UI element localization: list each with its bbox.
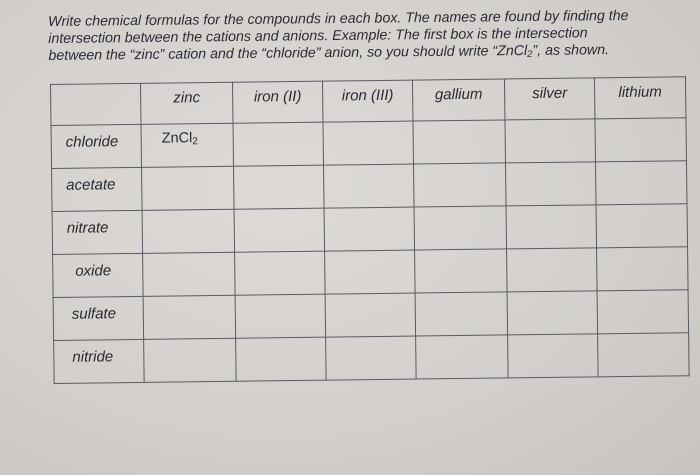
formula-cell[interactable] (507, 248, 598, 292)
formula-cell[interactable] (142, 166, 235, 210)
anion-label: acetate (66, 176, 116, 194)
anion-row-nitrate (52, 204, 687, 255)
corner-cell (51, 83, 141, 125)
cation-header-zinc (140, 82, 232, 124)
cation-label: iron (II) (253, 87, 302, 106)
formula-cell[interactable] (507, 291, 598, 335)
example-formula (142, 124, 233, 148)
formula-cell[interactable] (505, 162, 596, 206)
formula-cell[interactable] (413, 120, 506, 164)
formula-subscript: 2 (192, 136, 198, 148)
cation-header-silver (504, 78, 594, 120)
formula-cell[interactable] (415, 292, 508, 336)
anion-header-cell (53, 296, 144, 340)
formula-cell[interactable] (598, 333, 690, 377)
formula-cell[interactable] (595, 118, 687, 162)
anion-row-nitride (54, 333, 689, 384)
formula-cell[interactable] (325, 293, 416, 337)
anion-header-cell (52, 210, 143, 254)
formula-cell[interactable] (236, 337, 327, 381)
formula-cell[interactable] (415, 249, 508, 293)
anion-row-sulfate (53, 290, 688, 341)
anion-row-acetate (52, 161, 687, 212)
formula-base: ZnCl (161, 130, 193, 147)
cation-label: zinc (173, 89, 201, 107)
formula-cell[interactable] (325, 250, 416, 294)
instructions (48, 7, 678, 65)
formula-cell[interactable] (234, 208, 325, 252)
cation-anion-table (50, 76, 690, 384)
cation-label: gallium (434, 85, 483, 104)
cation-label: iron (III) (341, 86, 394, 105)
formula-cell[interactable] (144, 338, 237, 382)
anion-label: chloride (65, 133, 119, 151)
formula-cell[interactable] (597, 247, 689, 291)
formula-cell[interactable] (596, 204, 688, 248)
formula-cell[interactable] (143, 252, 236, 296)
formula-cell[interactable] (506, 205, 597, 249)
anion-header-cell (53, 253, 144, 297)
cation-header-iron-ii (232, 81, 322, 123)
cation-label: lithium (618, 83, 662, 102)
anion-label: sulfate (71, 305, 117, 323)
formula-cell[interactable] (233, 122, 324, 166)
anion-label: oxide (75, 262, 112, 280)
anion-header-cell (52, 167, 143, 211)
formula-cell-example (141, 123, 234, 167)
anion-row-oxide (53, 247, 688, 298)
cation-header-gallium (412, 79, 504, 121)
formula-cell[interactable] (235, 294, 326, 338)
formula-cell[interactable] (508, 334, 599, 378)
formula-cell[interactable] (326, 336, 417, 380)
formula-cell[interactable] (324, 207, 415, 251)
cation-label: silver (532, 84, 568, 103)
formula-cell[interactable] (414, 206, 507, 250)
formula-cell[interactable] (597, 290, 689, 334)
anion-row-chloride (51, 118, 686, 169)
formula-cell[interactable] (324, 164, 415, 208)
formula-cell[interactable] (142, 209, 235, 253)
formula-cell[interactable] (323, 121, 414, 165)
formula-cell[interactable] (235, 251, 326, 295)
anion-label: nitride (72, 348, 114, 366)
formula-cell[interactable] (505, 119, 596, 163)
anion-label: nitrate (66, 219, 109, 237)
anion-header-cell (54, 339, 145, 383)
formula-cell[interactable] (416, 335, 509, 379)
instructions-line-2: intersection between the cations and anions. Example: The first box is the intersection (48, 25, 588, 47)
instructions-line-3: between the “zinc” cation and the “chloride” anion, so you should write “ZnCl₂”, as shown. (48, 42, 610, 64)
formula-cell[interactable] (143, 295, 236, 339)
formula-cell[interactable] (595, 161, 687, 205)
formula-cell[interactable] (414, 163, 507, 207)
anion-header-cell (51, 124, 142, 168)
cation-header-lithium (594, 77, 685, 119)
cation-header-iron-iii (322, 80, 412, 122)
instructions-line-1: Write chemical formulas for the compounds in each box. The names are found by finding the (48, 7, 629, 30)
formula-grid (50, 76, 690, 384)
formula-cell[interactable] (234, 165, 325, 209)
